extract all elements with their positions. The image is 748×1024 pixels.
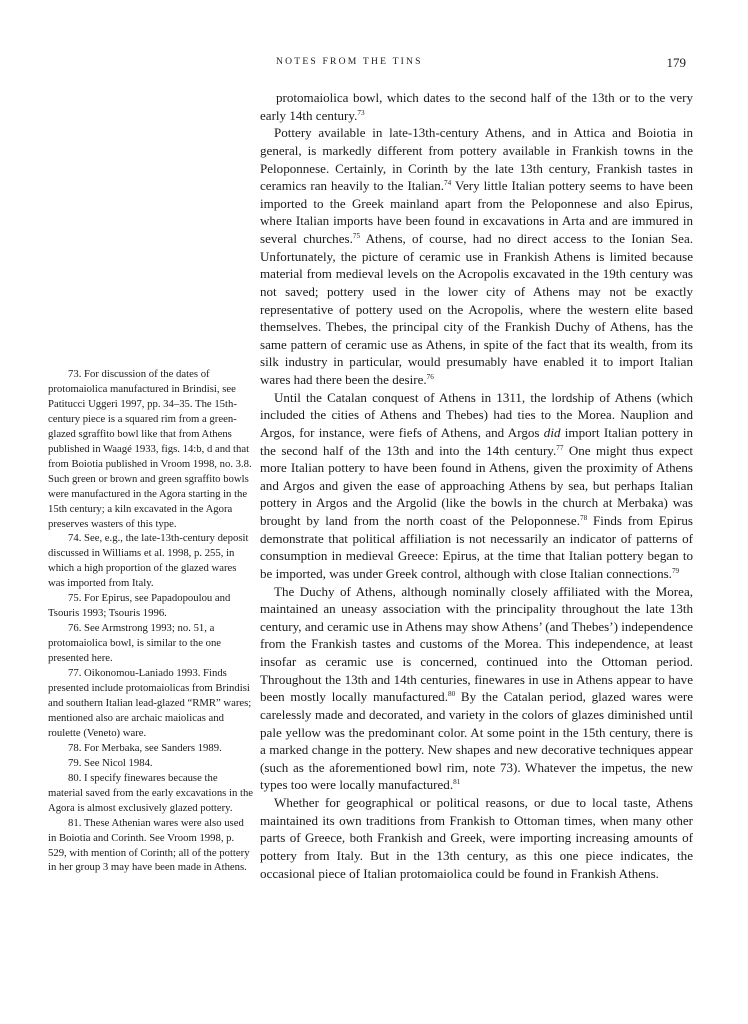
emphasis: did: [543, 424, 561, 440]
body-paragraph: [260, 89, 693, 124]
text-run: One might thus expect more Italian pottery to have been found in Athens, given the proximity of Athens and Argos and given the ease of approaching Athens by sea, but perhaps Italian pottery in Argos and the Argolid (like the bowls in the church at Merbaka) was brought by land from the north coast of the Peloponnese.: [260, 442, 693, 528]
running-head: [276, 55, 686, 71]
footnote-ref[interactable]: 81: [453, 778, 461, 787]
footnote-ref[interactable]: 76: [426, 373, 434, 381]
footnote-ref[interactable]: 75: [352, 232, 361, 240]
text-run: protomaiolica bowl, which dates to the second half of the 13th or to the very early 14th century.: [260, 90, 693, 123]
text-run: Until the Catalan conquest of Athens in 1311, the lordship of Athens (which included the cities of Athens and Thebes) had ties to the Morea. Nauplion and Argos, for instance, were fiefs of Athens, and Argos: [260, 389, 693, 440]
text-run: Very little Italian pottery seems to have been imported to the Greek mainland apart from the Peloponnese and also Epirus, where Italian imports have been found in excavations in Arta and are immured in several churches.: [260, 178, 693, 246]
footnote-ref[interactable]: 73: [357, 108, 365, 117]
text-run: Finds from Epirus demonstrate that political affiliation is not necessarily an indicator of patterns of consumption in medieval Greece: Epirus, at the time that Italian pottery began to be imported, was under Greek control, although with close Italian connections.: [260, 513, 693, 581]
running-title: NOTES FROM THE TINS: [276, 56, 423, 67]
footnote: 76. See Armstrong 1993; no. 51, a protomaiolica bowl, is similar to the one presented here.: [48, 622, 222, 665]
footnote-ref[interactable]: 74: [444, 179, 452, 188]
text-run: Whether for geographical or political reasons, or due to local taste, Athens maintained its own traditions from Frankish to Ottoman times, when many other parts of Greece, both Frankish and Greek, were importing increasing amounts of pottery from Italy. But in the 13th century, as this one piece indicates, the occasional piece of Italian protomaiolica could be found in Frankish Athens.: [260, 795, 693, 881]
footnote: 75. For Epirus, see Papadopoulou and Tsouris 1993; Tsouris 1996.: [48, 592, 231, 620]
footnote-ref[interactable]: 78: [579, 514, 588, 522]
main-text: [260, 89, 693, 882]
footnote: 77. Oikonomou-Laniado 1993. Finds presented include protomaiolicas from Brindisi and southern Italian lead-glazed “RMR” wares; mentioned also are archaic maiolicas and roulette (Veneto) ware.: [48, 667, 252, 739]
footnote: 81. These Athenian wares were also used in Boiotia and Corinth. See Vroom 1998, p. 529, with mention of Corinth; all of the pottery in her group 3 may have been made in Athens.: [48, 816, 250, 874]
text-run: By the Catalan period, glazed wares were carelessly made and decorated, and variety in the colors of glazes diminished until pale yellow was the predominant color. At some point in the 15th century, there is a marked change in the pottery. New shapes and new decorative techniques appear (such as the aforementioned bowl rim, note 73). Whatever the impetus, the new types too were locally manufactured.: [260, 689, 693, 793]
footnote-ref[interactable]: 80: [447, 690, 456, 699]
text-run: The Duchy of Athens, although nominally closely affiliated with the Morea, maintained an uneasy association with the principality throughout the late 13th century, and ceramic use in Athens may show Athens’ (and Thebes’) independence from the Frankish tastes and customs of the Morea. This independence, at least insofar as ceramic use is concerned, continued into the Ottoman period. Throughout the 13th and 14th centuries, finewares in use in Athens appear to have been mostly locally manufactured.: [260, 583, 693, 705]
footnote-ref[interactable]: 77: [556, 443, 564, 452]
text-run: Pottery available in late-13th-century Athens, and in Attica and Boiotia in general, is markedly different from pottery available in Frankish towns in the Peloponnese. Certainly, in Corinth by the late 13th century, Frankish tastes in ceramics ran heavily to the Italian.: [260, 125, 693, 194]
body-paragraph: [260, 124, 693, 388]
footnote: 74. See, e.g., the late-13th-century deposit discussed in Williams et al. 1998, p. 255, in which a high proportion of the glazed wares was imported from Italy.: [48, 532, 249, 590]
page-number: 179: [666, 55, 686, 70]
footnote: 79. See Nicol 1984.: [68, 756, 153, 769]
footnote: 73. For discussion of the dates of protomaiolica manufactured in Brindisi, see Patitucci Uggeri 1997, pp. 34–35. The 15th-century piece is a squared rim from a green-glazed sgraffito bowl like that from Athens published in Waagé 1933, figs. 14:b, d and that from Boiotia published in Vroom 1998, no. 3.8. Such green or brown and green sgraffito bowls were manufactured in the Agora starting in the 15th century; a kiln excavated in the Agora preserves wasters of this type.: [48, 368, 252, 530]
body-paragraph: [260, 794, 693, 882]
footnote: 80. I specify finewares because the material saved from the early excavations in the Agora is almost exclusively glazed pottery.: [48, 771, 254, 814]
footnotes: [48, 367, 254, 875]
footnote-ref[interactable]: 79: [671, 566, 680, 575]
body-paragraph: [260, 583, 693, 795]
footnote: 78. For Merbaka, see Sanders 1989.: [68, 741, 222, 754]
text-run: Athens, of course, had no direct access to the Ionian Sea. Unfortunately, the picture of ceramic use in Frankish Athens is limited because material from medieval levels on the Acropolis excavated in the 19th century was not saved; pottery used in the lower city of Athens may not be exactly representative of pottery used on the Acropolis, where the western elite based themselves. Thebes, the principal city of the Frankish Duchy of Athens, has the same pattern of ceramic use as Athens, in spite of the fact that its wealth, from its silk industry in particular, would presumably have enabled it to import Italian wares had there been the desire.: [260, 231, 693, 387]
body-paragraph: [260, 389, 693, 583]
text-run: import Italian pottery in the second half of the 13th and into the 14th century.: [260, 424, 694, 458]
